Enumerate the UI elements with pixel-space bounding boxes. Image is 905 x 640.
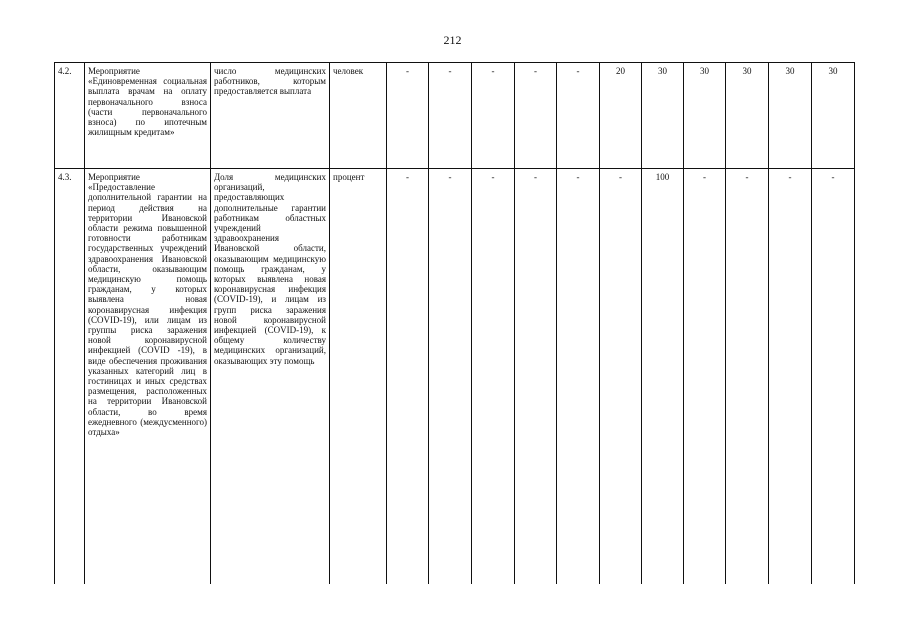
value-cell: - — [472, 63, 515, 169]
value-cell: - — [769, 169, 812, 585]
value-cell: - — [387, 63, 429, 169]
row-number: 4.2. — [55, 63, 85, 169]
unit-cell: процент — [330, 169, 387, 585]
value-cell: - — [726, 169, 769, 585]
value-cell: - — [515, 169, 557, 585]
value-cell: - — [600, 169, 642, 585]
indicator-name: число медицинских работников, которым предоставляется выплата — [211, 63, 330, 169]
table-row — [55, 63, 855, 169]
value-cell: - — [557, 63, 600, 169]
page-number: 212 — [443, 33, 462, 47]
unit-cell: человек — [330, 63, 387, 169]
value-cell: - — [387, 169, 429, 585]
value-cell: 20 — [600, 63, 642, 169]
indicators-table — [54, 62, 855, 584]
measure-name: Мероприятие «Предоставление дополнительной гарантии на период действия на территории Ивановской области режима повышенной готовности работникам государственных учреждений здравоохранения Ивановской области, оказывающим медицинскую помощь гражданам, у которых выявлена новая коронавирусная инфекция (COVID-19), или лицам из группы риска заражения новой коронавирусной инфекцией (COVID -19), в виде обеспечения проживания указанных категорий лиц в гостиницах и иных средствах размещения, расположенных на территории Ивановской области, во время ежедневного (междусменного) отдыха» — [85, 169, 211, 585]
value-cell: - — [812, 169, 855, 585]
value-cell: 30 — [769, 63, 812, 169]
indicator-name: Доля медицинских организаций, предоставляющих дополнительные гарантии работникам областных учреждений здравоохранения Ивановской области, оказывающим медицинскую помощь гражданам, у которых выявлена новая коронавирусная инфекция (COVID-19), и лицам из групп риска заражения новой коронавирусной инфекцией (COVID-19), к общему количеству медицинских организаций, оказывающих эту помощь — [211, 169, 330, 585]
value-cell: - — [429, 169, 472, 585]
value-cell: 30 — [684, 63, 726, 169]
value-cell: - — [557, 169, 600, 585]
value-cell: 100 — [642, 169, 684, 585]
value-cell: 30 — [726, 63, 769, 169]
value-cell: - — [472, 169, 515, 585]
value-cell: - — [684, 169, 726, 585]
value-cell: 30 — [812, 63, 855, 169]
table-row — [55, 169, 855, 585]
measure-name: Мероприятие «Единовременная социальная выплата врачам на оплату первоначального взноса (части первоначального взноса) по ипотечным жилищным кредитам» — [85, 63, 211, 169]
value-cell: 30 — [642, 63, 684, 169]
row-number: 4.3. — [55, 169, 85, 585]
value-cell: - — [429, 63, 472, 169]
value-cell: - — [515, 63, 557, 169]
